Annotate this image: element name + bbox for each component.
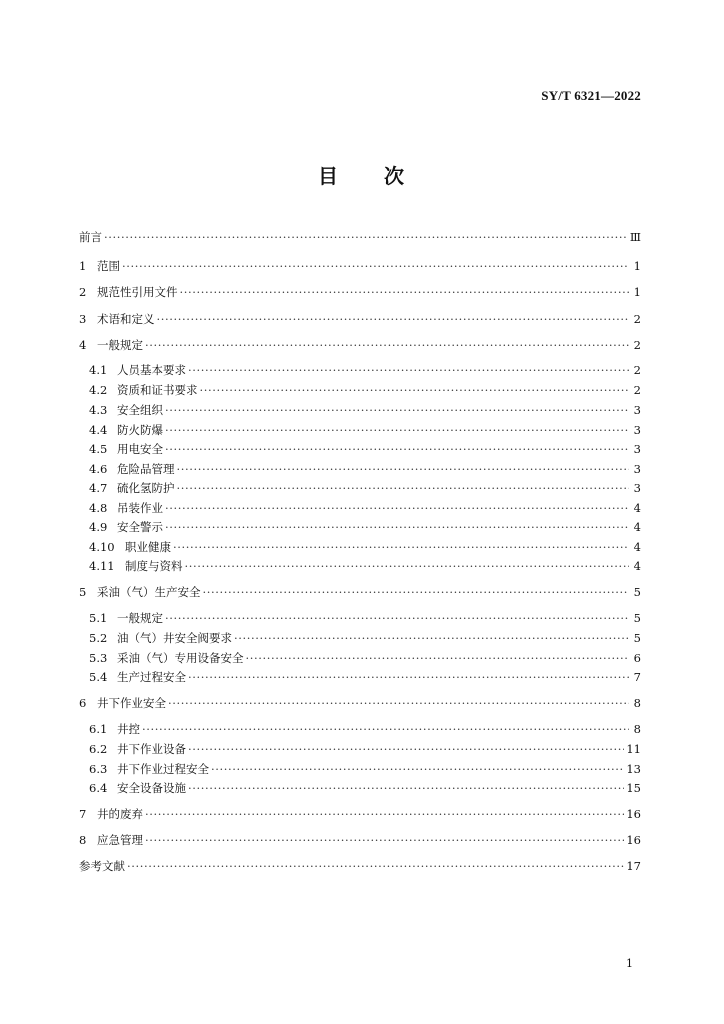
toc-entry-number: 6.3: [89, 762, 108, 776]
toc-leader-dots: [177, 461, 630, 477]
toc-entry[interactable]: [79, 806, 641, 822]
toc-leader-dots: [104, 229, 628, 245]
toc-leader-dots: [145, 832, 624, 848]
toc-entry-page: 13: [626, 762, 641, 776]
toc-leader-dots: [165, 422, 629, 438]
toc-entry-page: 1: [633, 285, 641, 299]
toc-entry-page: 2: [633, 363, 641, 377]
toc-entry-title: 应急管理: [97, 833, 143, 847]
toc-entry-page: 3: [633, 423, 641, 437]
toc-leader-dots: [211, 761, 624, 777]
toc-entry-number: 4.5: [89, 442, 108, 456]
toc-entry-number: 4.10: [89, 540, 115, 554]
toc-entry-title: 人员基本要求: [117, 363, 186, 377]
toc-entry-page: 6: [633, 651, 641, 665]
toc-entry[interactable]: [89, 780, 641, 796]
toc-entry-number: 6: [79, 696, 87, 710]
toc-leader-dots: [188, 669, 629, 685]
toc-entry-number: 4.7: [89, 481, 108, 495]
toc-entry-page: 15: [626, 781, 641, 795]
toc-entry[interactable]: [89, 422, 641, 438]
toc-entry-title: 井的废弃: [97, 807, 143, 821]
toc-leader-dots: [246, 650, 630, 666]
toc-entry[interactable]: [89, 741, 641, 757]
toc-leader-dots: [165, 402, 629, 418]
toc-entry-page: 8: [633, 722, 641, 736]
toc-entry[interactable]: [79, 695, 641, 711]
toc-entry-number: 7: [79, 807, 87, 821]
toc-entry[interactable]: [79, 258, 641, 274]
toc-entry-number: 4.6: [89, 462, 108, 476]
toc-leader-dots: [165, 519, 629, 535]
toc-leader-dots: [165, 441, 629, 457]
toc-leader-dots: [127, 858, 624, 874]
toc-leader-dots: [177, 480, 630, 496]
toc-entry[interactable]: [89, 480, 641, 496]
toc-entry-number: 1: [79, 259, 87, 273]
toc-entry-page: 3: [633, 403, 641, 417]
toc-entry[interactable]: [89, 402, 641, 418]
toc-entry-page: 5: [633, 585, 641, 599]
page-title: [0, 160, 724, 189]
toc-entry[interactable]: [89, 382, 641, 398]
toc-entry[interactable]: [89, 539, 641, 555]
toc-entry[interactable]: [89, 761, 641, 777]
toc-entry-page: 5: [633, 631, 641, 645]
toc-leader-dots: [188, 741, 624, 757]
toc-entry-number: 5.3: [89, 651, 108, 665]
toc-entry-title: 井下作业安全: [97, 696, 166, 710]
toc-entry-title: 生产过程安全: [117, 670, 186, 684]
toc-entry-page: 4: [633, 559, 641, 573]
toc-entry[interactable]: [89, 441, 641, 457]
toc-leader-dots: [165, 500, 629, 516]
toc-entry-number: 5: [79, 585, 87, 599]
toc-entry-title: 范围: [97, 259, 120, 273]
toc-entry-title: 井控: [117, 722, 140, 736]
toc-entry-title: 用电安全: [117, 442, 163, 456]
toc-entry-page: 5: [633, 611, 641, 625]
toc-entry-title: 制度与资料: [125, 559, 183, 573]
toc-entry[interactable]: [79, 337, 641, 353]
toc-entry-title: 一般规定: [117, 611, 163, 625]
toc-entry[interactable]: [79, 832, 641, 848]
toc-entry-page: 11: [626, 742, 641, 756]
toc-entry-number: 4.9: [89, 520, 108, 534]
page-title-part2: 次: [384, 164, 406, 188]
page-number: 1: [626, 957, 633, 970]
toc-entry-title: 吊装作业: [117, 501, 163, 515]
toc-leader-dots: [185, 558, 630, 574]
toc-entry-title: 安全组织: [117, 403, 163, 417]
toc-entry-page: 2: [633, 338, 641, 352]
toc-entry[interactable]: [89, 669, 641, 685]
toc-entry-title: 井下作业设备: [117, 742, 186, 756]
standard-code: SY/T 6321—2022: [541, 88, 641, 103]
toc-leader-dots: [203, 584, 630, 600]
toc-entry[interactable]: [89, 721, 641, 737]
toc-leader-dots: [168, 695, 629, 711]
toc-entry-number: 4: [79, 338, 87, 352]
toc-entry[interactable]: [89, 630, 641, 646]
toc-entry-title: 油（气）井安全阀要求: [117, 631, 232, 645]
toc-entry-title: 规范性引用文件: [97, 285, 178, 299]
toc-entry[interactable]: [89, 519, 641, 535]
toc-leader-dots: [145, 337, 629, 353]
toc-entry-page: 4: [633, 520, 641, 534]
toc-entry-title: 安全设备设施: [117, 781, 186, 795]
toc-entry-title: 职业健康: [125, 540, 171, 554]
toc-entry-number: 6.1: [89, 722, 108, 736]
toc-entry-page: 3: [633, 481, 641, 495]
toc-entry-title: 参考文献: [79, 859, 125, 873]
toc-entry-page: Ⅲ: [629, 230, 641, 244]
toc-entry-title: 硫化氢防护: [117, 481, 175, 495]
toc-leader-dots: [142, 721, 629, 737]
toc-entry-number: 4.3: [89, 403, 108, 417]
toc-leader-dots: [145, 806, 624, 822]
toc-entry[interactable]: [79, 584, 641, 600]
toc-entry-title: 井下作业过程安全: [117, 762, 209, 776]
toc-entry[interactable]: [79, 858, 641, 874]
toc-entry-number: 4.2: [89, 383, 108, 397]
toc-leader-dots: [200, 382, 630, 398]
toc-entry-page: 4: [633, 501, 641, 515]
toc-entry-number: 2: [79, 285, 87, 299]
toc-entry-page: 16: [626, 833, 641, 847]
toc-entry-page: 16: [626, 807, 641, 821]
toc-entry-page: 3: [633, 442, 641, 456]
toc-entry[interactable]: [89, 461, 641, 477]
toc-leader-dots: [173, 539, 629, 555]
toc-entry-title: 一般规定: [97, 338, 143, 352]
toc-leader-dots: [180, 284, 630, 300]
toc-entry-title: 资质和证书要求: [117, 383, 198, 397]
toc-entry-page: 3: [633, 462, 641, 476]
toc-entry-page: 4: [633, 540, 641, 554]
toc-entry-page: 17: [626, 859, 641, 873]
toc-entry-number: 5.1: [89, 611, 108, 625]
toc-entry-page: 2: [633, 312, 641, 326]
toc-entry[interactable]: [79, 229, 641, 245]
toc-entry[interactable]: [89, 650, 641, 666]
toc-entry-number: 8: [79, 833, 87, 847]
toc-leader-dots: [234, 630, 629, 646]
toc-entry-number: 4.4: [89, 423, 108, 437]
toc-leader-dots: [157, 311, 630, 327]
toc-entry-number: 4.8: [89, 501, 108, 515]
toc-entry-title: 防火防爆: [117, 423, 163, 437]
toc-entry-page: 1: [633, 259, 641, 273]
toc-leader-dots: [188, 780, 624, 796]
page-title-part1: 目: [318, 164, 340, 188]
toc-entry[interactable]: [89, 500, 641, 516]
toc-entry-number: 6.4: [89, 781, 108, 795]
toc-entry-number: 6.2: [89, 742, 108, 756]
toc-entry-title: 采油（气）专用设备安全: [117, 651, 244, 665]
toc-leader-dots: [188, 362, 629, 378]
toc-entry[interactable]: [79, 311, 641, 327]
toc-entry-number: 5.4: [89, 670, 108, 684]
toc-entry[interactable]: [89, 362, 641, 378]
toc-entry-title: 安全警示: [117, 520, 163, 534]
toc-leader-dots: [122, 258, 629, 274]
toc-entry-number: 4.11: [89, 559, 115, 573]
toc-entry-page: 8: [633, 696, 641, 710]
toc-entry[interactable]: [79, 284, 641, 300]
toc-entry-title: 危险品管理: [117, 462, 175, 476]
toc-entry-title: 采油（气）生产安全: [97, 585, 201, 599]
toc-entry-page: 7: [633, 670, 641, 684]
toc-leader-dots: [165, 610, 629, 626]
toc-entry-number: 3: [79, 312, 87, 326]
toc-entry-title: 前言: [79, 230, 102, 244]
toc-entry-number: 4.1: [89, 363, 108, 377]
toc-entry[interactable]: [89, 610, 641, 626]
toc-entry-title: 术语和定义: [97, 312, 155, 326]
toc-entry-number: 5.2: [89, 631, 108, 645]
toc-entry-page: 2: [633, 383, 641, 397]
toc-entry[interactable]: [89, 558, 641, 574]
